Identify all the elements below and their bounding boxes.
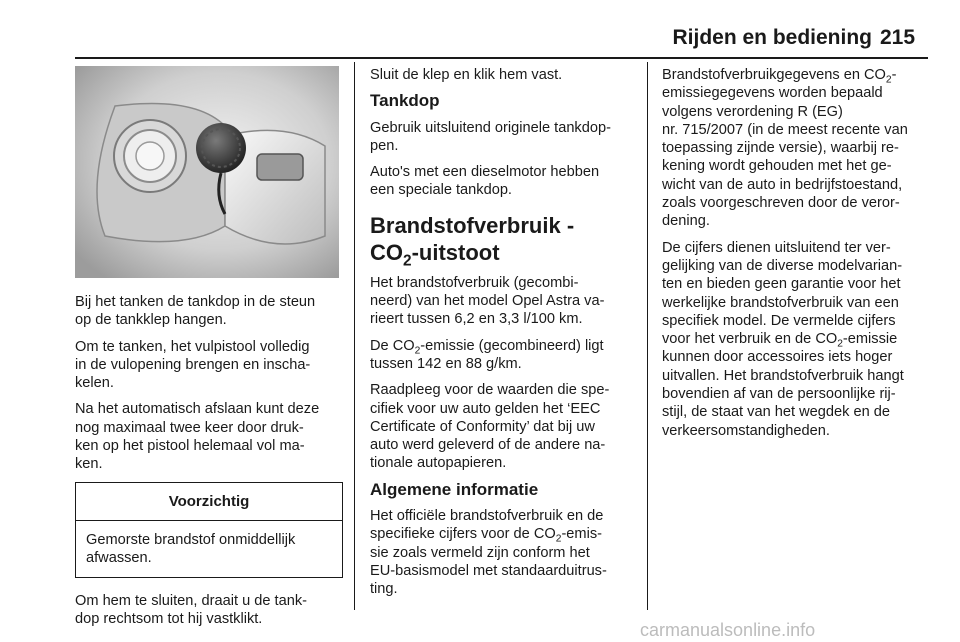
- subscript: 2: [414, 345, 421, 357]
- fuel-cap-illustration: [75, 66, 339, 278]
- caution-title: Voorzichtig: [76, 483, 342, 521]
- section-heading-fuel-consumption: [370, 212, 635, 270]
- paragraph: Sluit de klep en klik hem vast.: [370, 67, 563, 83]
- heading-co: CO: [370, 239, 403, 265]
- paragraph: [370, 507, 635, 598]
- paragraph: Gebruik uitsluitend originele tankdop- pen.: [370, 119, 611, 154]
- text-run: -emissie kunnen door accessoires iets hoger uitvallen. Het brandstofverbruik hangt bovendien af van de persoonlijke rij- stijl, de staat van het wegdek en de verkeersomstandigheden.: [662, 331, 904, 439]
- header-title: Rijden en bediening: [672, 26, 872, 49]
- heading-line-2: -uitstoot: [411, 239, 500, 265]
- column-divider-left: [354, 62, 355, 610]
- paragraph: [370, 337, 635, 374]
- paragraph: Bij het tanken de tankdop in de steun op de tankklep hangen.: [75, 294, 316, 329]
- paragraph: Het brandstofverbruik (gecombi- neerd) van het model Opel Astra va- rieert tussen 6,2 en 3,3 l/100 km.: [370, 274, 605, 328]
- paragraph: [662, 66, 928, 231]
- text-run: Brandstofverbruikgegevens en CO: [662, 67, 886, 83]
- text-run: Het officiële brandstofverbruik en de specifieke cijfers voor de CO: [370, 508, 604, 543]
- text-run: - emissiegegevens worden bepaald volgens verordening R (EG) nr. 715/2007 (in de meest recente van toepassing zijnde versie), waarbij re- kening wordt gehouden met het ge- wicht van de auto in bedrijfstoestand, zoals voorgeschreven door de veror- dening.: [662, 67, 908, 230]
- caution-text: Gemorste brandstof onmiddellijk afwassen.: [86, 531, 296, 567]
- subscript: 2: [837, 338, 843, 350]
- subscript: 2: [885, 74, 892, 86]
- paragraph: Om te tanken, het vulpistool volledig in de vulopening brengen en inscha- kelen.: [75, 338, 311, 392]
- page-number: 215: [880, 26, 916, 49]
- header-rule: [75, 57, 928, 59]
- text-run: De CO: [370, 337, 415, 354]
- column-3: [662, 66, 928, 448]
- subscript: 2: [555, 533, 562, 545]
- column-1-text: [75, 293, 343, 636]
- section-heading-tankdop: Tankdop: [370, 91, 440, 111]
- paragraph: Auto's met een dieselmotor hebben een speciale tankdop.: [370, 164, 600, 199]
- caution-box: [75, 482, 343, 578]
- section-heading-general: Algemene informatie: [370, 479, 539, 499]
- fuel-cap-drawing: [75, 66, 339, 278]
- column-2: [370, 66, 635, 607]
- text-run: -emissie (gecombineerd) ligt tussen 142 en 88 g/km.: [370, 337, 604, 372]
- column-divider-right: [647, 62, 648, 610]
- heading-line-1: Brandstofverbruik -: [370, 212, 575, 238]
- watermark: carmanualsonline.info: [640, 620, 816, 640]
- paragraph: Na het automatisch afslaan kunt deze nog maximaal twee keer door druk- ken op het pistool helemaal vol ma- ken.: [75, 401, 320, 473]
- text-run: -emis- sie zoals vermeld zijn conform het EU-basismodel met standaarduitrus- ting.: [370, 526, 607, 598]
- paragraph: Raadpleeg voor de waarden die spe- cifiek voor uw auto gelden het ‘EEC Certificate of Conformity’ dat bij uw auto werd geleverd of de andere na- tionale autopapieren.: [370, 382, 610, 472]
- paragraph: Om hem te sluiten, draait u de tank- dop rechtsom tot hij vastklikt.: [75, 592, 307, 627]
- paragraph: [662, 239, 928, 440]
- subscript: 2: [403, 252, 412, 270]
- text-run: De cijfers dienen uitsluitend ter ver- gelijking van de diverse modelvarian- ten en bieden geen garantie voor het werkelijke brandstofverbruik van een specifiek model. De vermelde cijfers voor het verbruik en de CO: [662, 239, 903, 348]
